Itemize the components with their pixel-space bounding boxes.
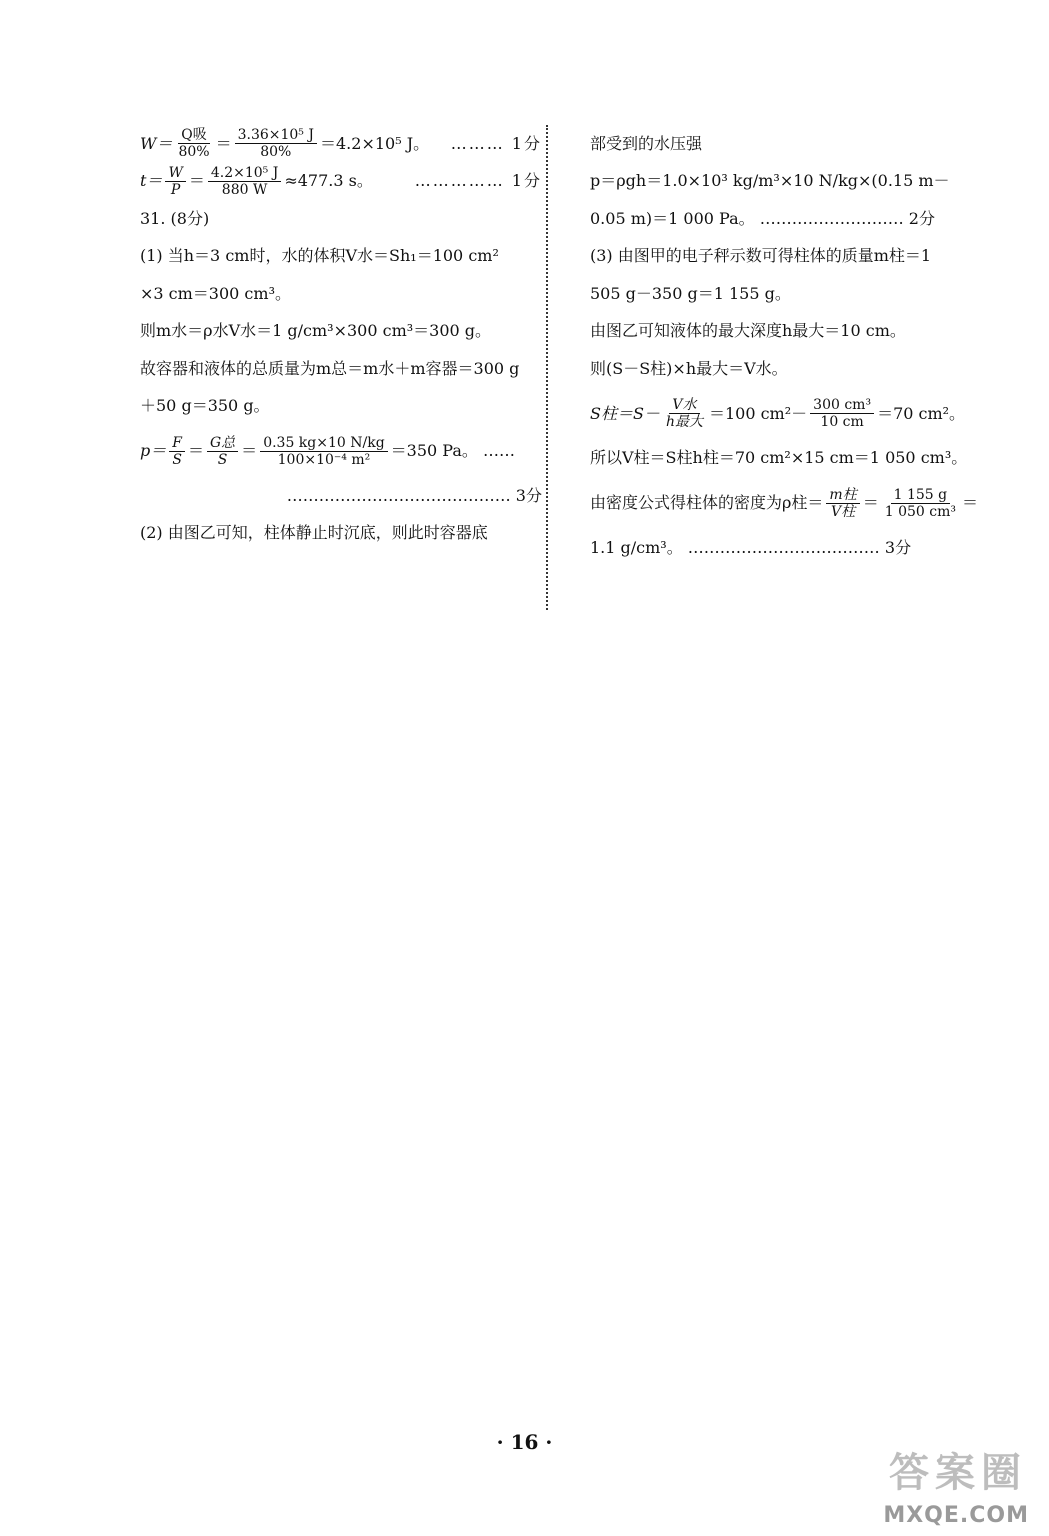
eq-lhs: t＝ [140,171,163,191]
fraction-numerator: F [169,436,185,452]
eq-rhs: ＝ [961,493,978,512]
text-line: 0.05 m)＝1 000 Pa。 ……………………… 2分 [590,208,935,228]
text-line: 由图乙可知液体的最大深度h最大＝10 cm。 [590,321,906,341]
text-line: 则m水＝ρ水V水＝1 g/cm³×300 cm³＝300 g。 [140,321,492,341]
fraction-numerator: V水 [669,398,699,414]
column-divider [546,125,548,610]
fraction-numerator: m柱 [826,488,859,504]
text-line: 所以V柱＝S柱h柱＝70 cm²×15 cm＝1 050 cm³。 [590,448,968,468]
fraction-denominator: 80% [178,144,210,161]
eq-lhs: p＝ [140,441,167,460]
score-mark: ……… 1分 [450,133,542,153]
fraction-numerator: Q吸 [178,128,209,144]
eq-sign: ＝ [187,441,204,460]
fraction [882,488,959,519]
equation-work [140,125,542,163]
text-line: (3) 由图甲的电子秤示数可得柱体的质量m柱＝1 [590,246,932,266]
text-line: 故容器和液体的总质量为m总＝m水＋m容器＝300 g [140,358,520,378]
text-line: ×3 cm＝300 cm³。 [140,283,291,303]
fraction [165,166,185,197]
fraction-numerator: 3.36×10⁵ J [235,128,317,144]
equation-pressure [140,425,542,477]
equation-density [590,477,988,529]
eq-rhs: ＝4.2×10⁵ J。 [320,133,430,153]
fraction-numerator: G总 [207,436,238,452]
score-mark: …………………………………… 3分 [286,485,542,505]
fraction-denominator: 1 050 cm³ [884,503,956,520]
fraction [663,398,706,429]
fraction-numerator: W [165,166,185,182]
fraction [826,488,859,519]
fraction-numerator: 300 cm³ [810,398,874,414]
eq-sign: ＝ [188,171,205,191]
fraction [207,436,238,467]
text-line: 1.1 g/cm³。 ……………………………… 3分 [590,537,912,557]
page-number: · 16 · [496,1430,553,1454]
fraction [169,436,185,467]
fraction-denominator: 880 W [221,181,268,198]
fraction-denominator: 100×10⁻⁴ m² [277,451,371,468]
text-line: (2) 由图乙可知，柱体静止时沉底，则此时容器底 [140,523,488,543]
fraction [208,166,281,197]
question-number: 31. (8分) [140,208,210,228]
eq-rhs: ＝350 Pa。 …… [390,441,515,460]
fraction-numerator: 4.2×10⁵ J [208,166,281,182]
fraction-numerator: 0.35 kg×10 N/kg [260,436,387,452]
fraction [810,398,874,429]
text-line: ＋50 g＝350 g。 [140,396,270,416]
eq-rhs: ≈477.3 s。 [284,171,373,191]
eq-sign: ＝ [241,441,258,460]
score-mark: …………… 1分 [414,171,542,191]
eq-lhs: S柱＝S－ [590,403,660,423]
fraction [260,436,387,467]
fraction-denominator: P [170,181,181,198]
fraction-denominator: S [172,451,182,468]
fraction [235,128,317,159]
watermark-logo: 答案圈 [889,1450,1027,1496]
eq-lhs: 由密度公式得柱体的密度为ρ柱＝ [590,493,824,512]
eq-lhs: W＝ [140,133,173,153]
eq-sign: ＝ [215,133,232,153]
equation-area [590,388,988,440]
watermark-text: MXQE.COM [883,1503,1029,1528]
fraction-numerator: 1 155 g [891,488,951,504]
text-line: 505 g－350 g＝1 155 g。 [590,283,791,303]
text-line: p＝ρgh＝1.0×10³ kg/m³×10 N/kg×(0.15 m－ [590,171,950,191]
eq-sign: ＝ [862,493,879,512]
fraction-denominator: 80% [260,144,292,161]
fraction [175,128,212,159]
fraction-denominator: S [217,451,228,468]
fraction-denominator: 10 cm [820,414,864,430]
left-column [140,125,542,552]
text-line: 则(S－S柱)×h最大＝V水。 [590,358,788,378]
text-line: 部受到的水压强 [590,133,703,153]
right-column [590,125,988,567]
fraction-denominator: h最大 [665,414,703,430]
eq-mid: ＝100 cm²－ [708,403,808,423]
equation-time [140,163,542,201]
text-line: (1) 当h＝3 cm时，水的体积V水＝Sh₁＝100 cm² [140,246,499,266]
fraction-denominator: V柱 [831,503,856,520]
eq-rhs: ＝70 cm²。 [877,403,966,423]
